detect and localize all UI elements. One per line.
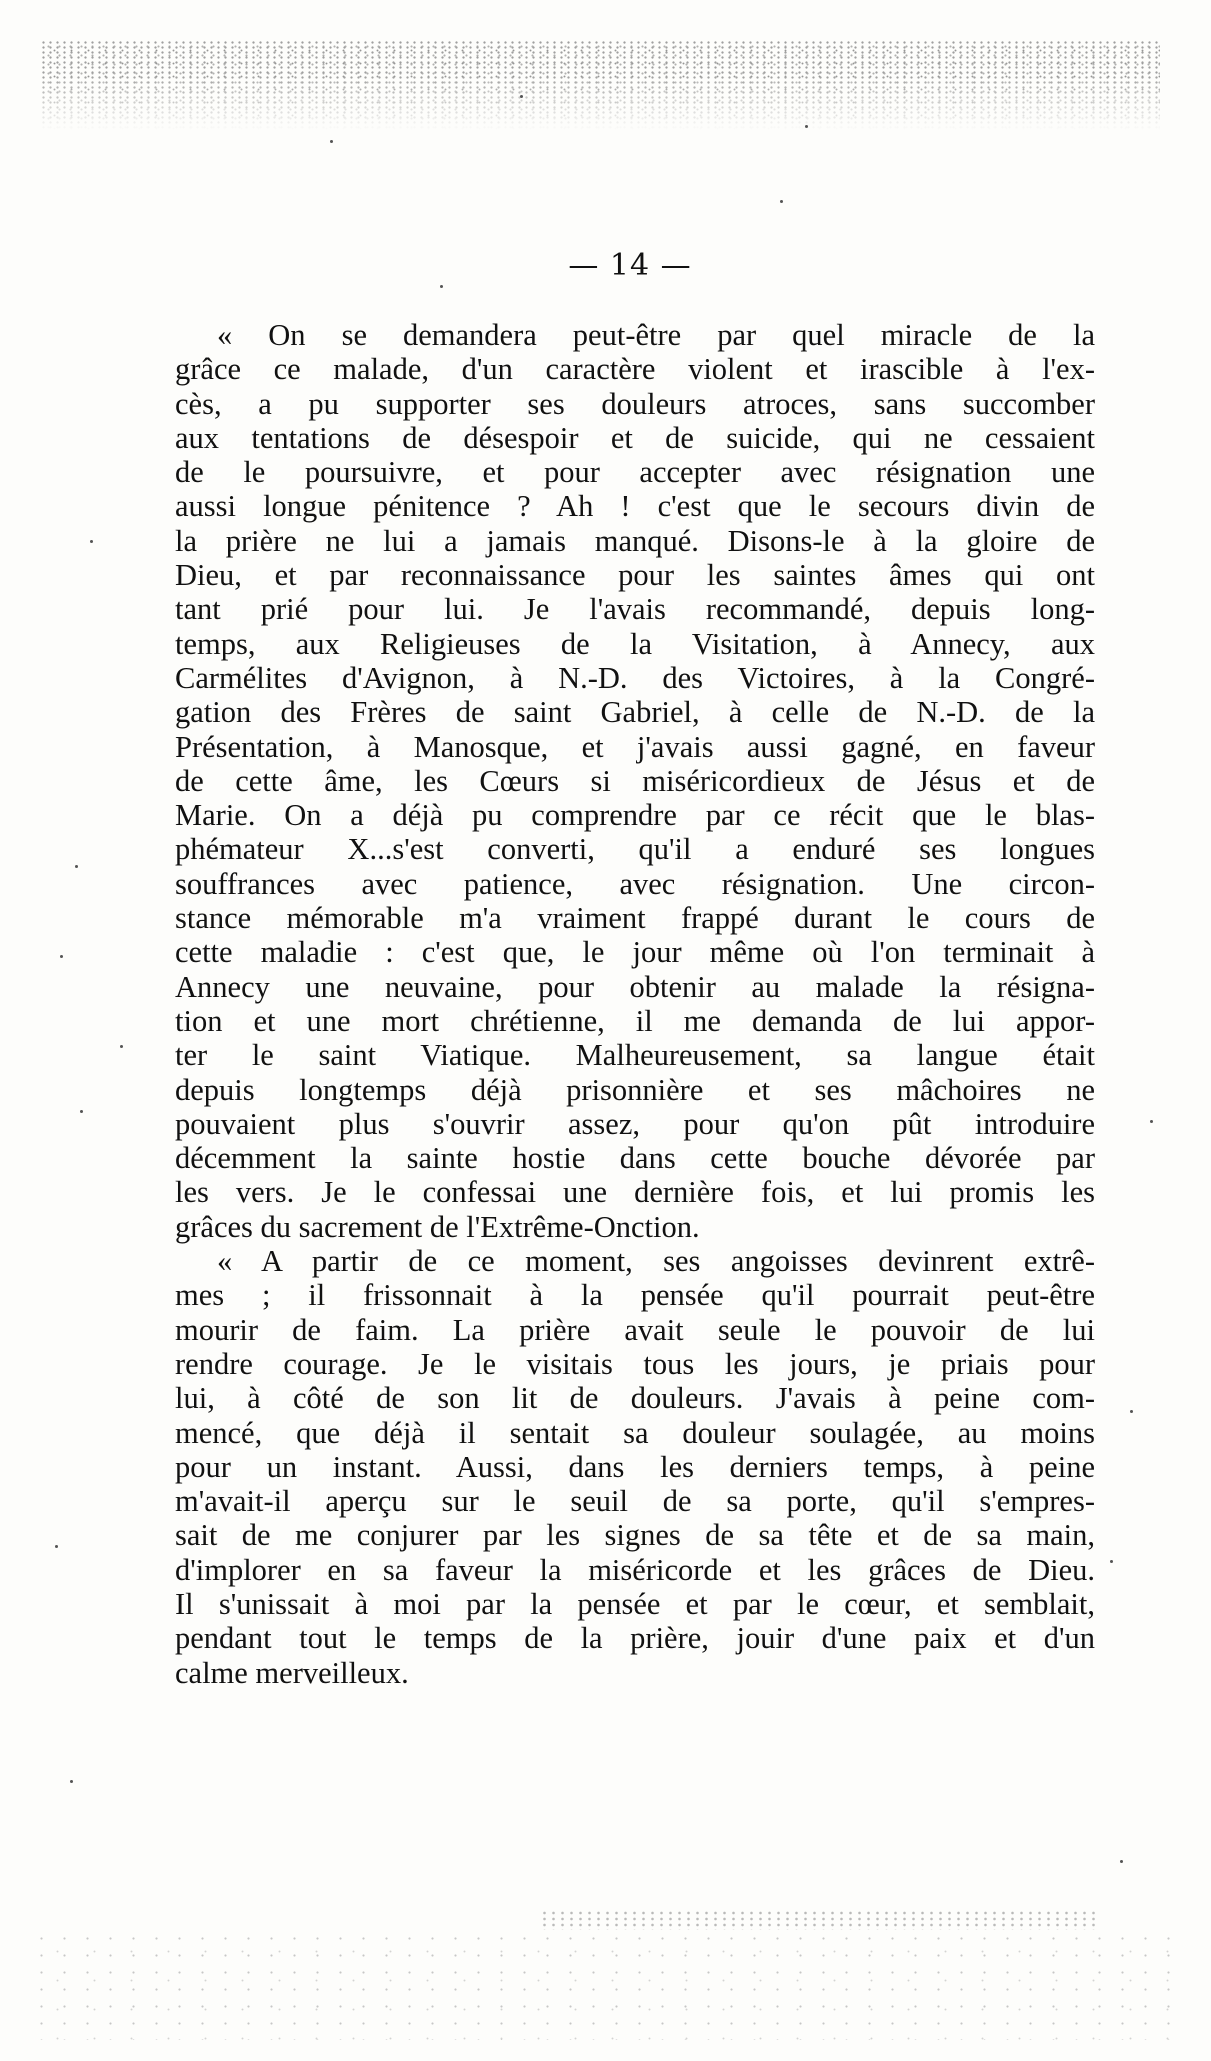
body-text (175, 318, 1095, 1690)
scan-noise-bottom (30, 1930, 1180, 2040)
scan-speck (440, 285, 443, 288)
text-line: rendre courage. Je le visitais tous les jours, je priais pour (175, 1346, 1095, 1381)
text-line: m'avait-il aperçu sur le seuil de sa porte, qu'il s'empres- (175, 1484, 1095, 1519)
text-line: gation des Frères de saint Gabriel, à celle de N.-D. de la (175, 695, 1095, 730)
text-line: phémateur X...s'est converti, qu'il a enduré ses longues (175, 832, 1095, 867)
text-line: depuis longtemps déjà prisonnière et ses mâchoires ne (175, 1072, 1095, 1107)
text-line: Il s'unissait à moi par la pensée et par le cœur, et semblait, (175, 1586, 1095, 1621)
text-line: mes ; il frissonnait à la pensée qu'il pourrait peut-être (175, 1278, 1095, 1313)
scan-speck (1110, 1560, 1113, 1563)
scan-speck (75, 865, 78, 868)
text-line: cette maladie : c'est que, le jour même où l'on terminait à (175, 935, 1095, 970)
text-line: Présentation, à Manosque, et j'avais aussi gagné, en faveur (175, 729, 1095, 764)
text-line: Dieu, et par reconnaissance pour les saintes âmes qui ont (175, 558, 1095, 593)
text-line: les vers. Je le confessai une dernière fois, et lui promis les (175, 1175, 1095, 1210)
page-number: — 14 — (568, 248, 692, 283)
text-line: pouvaient plus s'ouvrir assez, pour qu'on pût introduire (175, 1106, 1095, 1141)
text-line: ter le saint Viatique. Malheureusement, sa langue était (175, 1038, 1095, 1073)
scan-speck (1130, 1410, 1133, 1413)
text-line: Carmélites d'Avignon, à N.-D. des Victoires, à la Congré- (175, 660, 1095, 695)
text-line: tion et une mort chrétienne, il me demanda de lui appor- (175, 1003, 1095, 1038)
scan-speck (780, 200, 783, 203)
scan-speck (520, 95, 523, 98)
scan-speck (330, 140, 333, 143)
text-line: Marie. On a déjà pu comprendre par ce récit que le blas- (175, 798, 1095, 833)
text-line: lui, à côté de son lit de douleurs. J'avais à peine com- (175, 1381, 1095, 1416)
text-line: « A partir de ce moment, ses angoisses devinrent extrê- (217, 1244, 1095, 1279)
scan-speck (1150, 1120, 1153, 1123)
text-line: la prière ne lui a jamais manqué. Disons-le à la gloire de (175, 523, 1095, 558)
text-line: d'implorer en sa faveur la miséricorde et les grâces de Dieu. (175, 1552, 1095, 1587)
text-line: stance mémorable m'a vraiment frappé durant le cours de (175, 901, 1095, 936)
scan-speck (55, 1545, 58, 1548)
text-line: de le poursuivre, et pour accepter avec résignation une (175, 455, 1095, 490)
scan-noise-line-end (540, 1910, 1100, 1930)
text-line: calme merveilleux. (175, 1655, 409, 1690)
text-line: grâces du sacrement de l'Extrême-Onction. (175, 1209, 700, 1244)
text-line: souffrances avec patience, avec résignation. Une circon- (175, 866, 1095, 901)
text-line: mencé, que déjà il sentait sa douleur soulagée, au moins (175, 1415, 1095, 1450)
scan-speck (805, 125, 808, 128)
text-line: mourir de faim. La prière avait seule le pouvoir de lui (175, 1312, 1095, 1347)
text-line: cès, a pu supporter ses douleurs atroces, sans succomber (175, 386, 1095, 421)
text-line: Annecy une neuvaine, pour obtenir au malade la résigna- (175, 969, 1095, 1004)
text-line: grâce ce malade, d'un caractère violent et irascible à l'ex- (175, 352, 1095, 387)
text-line: pendant tout le temps de la prière, jouir d'une paix et d'un (175, 1621, 1095, 1656)
text-line: sait de me conjurer par les signes de sa tête et de sa main, (175, 1518, 1095, 1553)
scan-speck (120, 1045, 123, 1048)
scan-speck (1120, 1860, 1123, 1863)
text-line: « On se demandera peut-être par quel miracle de la (217, 318, 1095, 352)
scan-noise-top (40, 40, 1160, 130)
text-line: de cette âme, les Cœurs si miséricordieux de Jésus et de (175, 763, 1095, 798)
scan-speck (90, 540, 93, 543)
text-line: aussi longue pénitence ? Ah ! c'est que le secours divin de (175, 489, 1095, 524)
text-line: décemment la sainte hostie dans cette bouche dévorée par (175, 1141, 1095, 1176)
scan-speck (60, 955, 63, 958)
text-line: temps, aux Religieuses de la Visitation, à Annecy, aux (175, 626, 1095, 661)
text-line: pour un instant. Aussi, dans les derniers temps, à peine (175, 1449, 1095, 1484)
text-line: tant prié pour lui. Je l'avais recommandé, depuis long- (175, 592, 1095, 627)
scan-speck (70, 1780, 73, 1783)
scan-speck (80, 1110, 83, 1113)
text-line: aux tentations de désespoir et de suicide, qui ne cessaient (175, 420, 1095, 455)
